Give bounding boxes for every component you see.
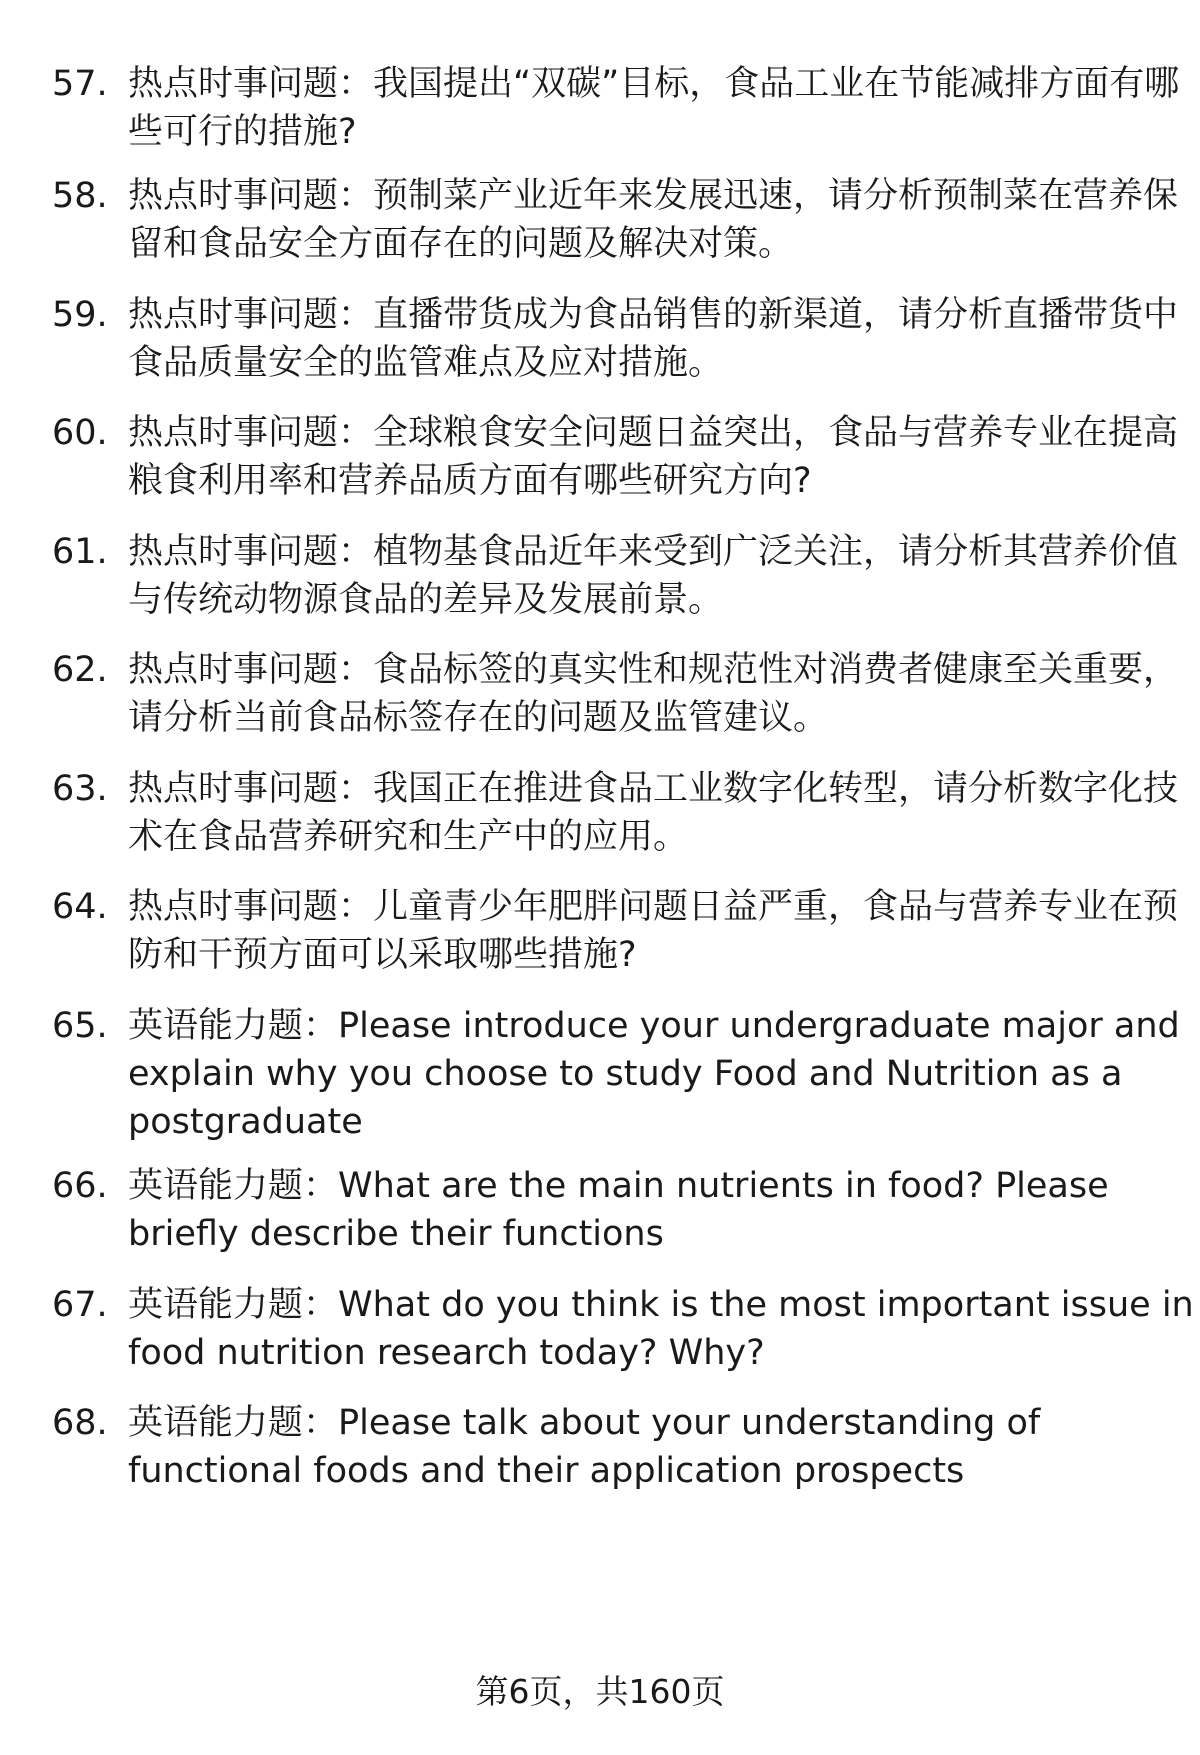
- question-body: [128, 883, 1200, 979]
- question-category: 热点时事问题：: [128, 413, 374, 453]
- question-text: 我国正在推进食品工业数字化转型，请分析数字化技术在食品营养研究和生产中的应用。: [128, 769, 1179, 857]
- question-number: 62.: [52, 650, 108, 690]
- question-text: 植物基食品近年来受到广泛关注，请分析其营养价值与传统动物源食品的差异及发展前景。: [128, 532, 1179, 620]
- question-number: 61.: [52, 532, 108, 572]
- question-text: 食品标签的真实性和规范性对消费者健康至关重要，请分析当前食品标签存在的问题及监管建议。: [128, 650, 1179, 738]
- question-body: [128, 1162, 1200, 1258]
- question-text: 我国提出“双碳”目标，食品工业在节能减排方面有哪些可行的措施?: [128, 64, 1180, 152]
- question-body: [128, 1002, 1200, 1146]
- question-body: [128, 528, 1200, 624]
- question-text: What do you think is the most important issue in food nutrition research today? Why?: [128, 1285, 1194, 1373]
- question-text: Please introduce your undergraduate major and explain why you choose to study Food and Nutrition as a postgraduate: [128, 1006, 1180, 1142]
- question-category: 英语能力题：: [128, 1166, 339, 1206]
- question-body: [128, 291, 1200, 387]
- question-number: 67.: [52, 1285, 108, 1325]
- question-body: [128, 60, 1200, 156]
- question-category: 热点时事问题：: [128, 650, 374, 690]
- question-category: 热点时事问题：: [128, 769, 374, 809]
- question-body: [128, 646, 1200, 742]
- question-number: 57.: [52, 64, 108, 104]
- question-category: 热点时事问题：: [128, 176, 374, 216]
- question-body: [128, 1399, 1200, 1495]
- question-number: 64.: [52, 887, 108, 927]
- question-number: 65.: [52, 1006, 108, 1046]
- question-category: 热点时事问题：: [128, 887, 374, 927]
- question-category: 英语能力题：: [128, 1403, 339, 1443]
- question-text: 全球粮食安全问题日益突出，食品与营养专业在提高粮食利用率和营养品质方面有哪些研究方向?: [128, 413, 1179, 501]
- question-text: What are the main nutrients in food? Please briefly describe their functions: [128, 1166, 1109, 1254]
- question-number: 68.: [52, 1403, 108, 1443]
- question-body: [128, 409, 1200, 505]
- question-category: 热点时事问题：: [128, 295, 374, 335]
- question-number: 60.: [52, 413, 108, 453]
- question-body: [128, 765, 1200, 861]
- question-category: 热点时事问题：: [128, 64, 374, 104]
- question-number: 59.: [52, 295, 108, 335]
- question-category: 英语能力题：: [128, 1285, 339, 1325]
- page-footer: 第6页，共160页: [475, 1672, 725, 1711]
- question-text: Please talk about your understanding of functional foods and their application prospects: [128, 1403, 1041, 1491]
- question-category: 热点时事问题：: [128, 532, 374, 572]
- question-body: [128, 172, 1200, 268]
- question-number: 66.: [52, 1166, 108, 1206]
- question-text: 直播带货成为食品销售的新渠道，请分析直播带货中食品质量安全的监管难点及应对措施。: [128, 295, 1179, 383]
- question-text: 儿童青少年肥胖问题日益严重，食品与营养专业在预防和干预方面可以采取哪些措施?: [128, 887, 1179, 975]
- question-text: 预制菜产业近年来发展迅速，请分析预制菜在营养保留和食品安全方面存在的问题及解决对策。: [128, 176, 1179, 264]
- question-body: [128, 1281, 1200, 1377]
- question-number: 63.: [52, 769, 108, 809]
- question-number: 58.: [52, 176, 108, 216]
- question-category: 英语能力题：: [128, 1006, 339, 1046]
